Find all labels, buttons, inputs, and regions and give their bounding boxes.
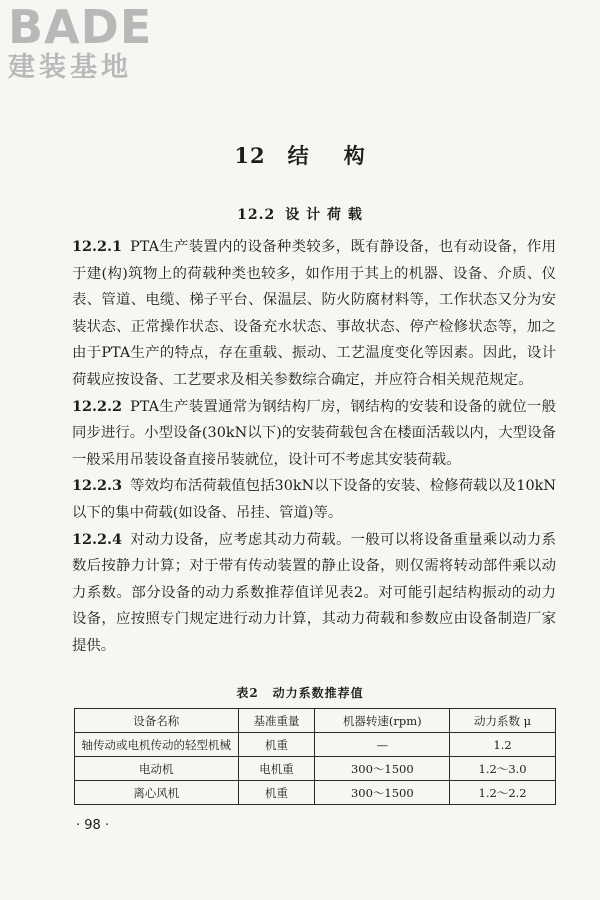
clause-number: 12.2.2 <box>72 397 123 415</box>
clause-number: 12.2.3 <box>72 477 123 495</box>
clause-text: PTA生产装置通常为钢结构厂房，钢结构的安装和设备的就位一般同步进行。小型设备(30kN以下)的安装荷载包含在楼面活载以内，大型设备一般采用吊装设备直接吊装就位，设计可不考虑其安装荷载。 <box>72 398 556 468</box>
table-cell: 轴传动或电机传动的轻型机械 <box>75 733 239 757</box>
page-number: · 98 · <box>76 818 110 833</box>
header-equipment: 设备名称 <box>75 709 239 733</box>
table-caption <box>0 684 600 701</box>
logo-word: BADE <box>8 0 153 54</box>
table-cell: — <box>315 733 450 757</box>
section-title <box>0 204 600 224</box>
clause-paragraph <box>72 394 556 474</box>
clause-text: 对动力设备，应考虑其动力荷载。一般可以将设备重量乘以动力系数后按静力计算；对于带有传动装置的静止设备，则仅需将转动部件乘以动力系数。部分设备的动力系数推荐值详见表2。对可能引起结构振动的动力设备，应按照专门规定进行动力计算，其动力荷载和参数应由设备制造厂家提供。 <box>72 531 556 654</box>
header-speed: 机器转速(rpm) <box>315 709 450 733</box>
table-cell: 离心风机 <box>75 781 239 805</box>
table-row <box>75 733 556 757</box>
table-caption-number: 表2 <box>236 686 259 700</box>
header-base-weight: 基准重量 <box>238 709 315 733</box>
logo-subtitle: 建装基地 <box>8 52 132 83</box>
clause-text: 等效均布活荷载值包括30kN以下设备的安装、检修荷载以及10kN以下的集中荷载(如设备、吊挂、管道)等。 <box>72 478 556 521</box>
section-number: 12.2 <box>237 207 276 223</box>
table-cell: 1.2～3.0 <box>450 757 556 781</box>
header-factor: 动力系数 μ <box>450 709 556 733</box>
watermark-logo <box>8 2 178 84</box>
clause-text: PTA生产装置内的设备种类较多，既有静设备，也有动设备，作用于建(构)筑物上的荷载种类也较多，如作用于其上的机器、设备、介质、仪表、管道、电缆、梯子平台、保温层、防火防腐材料等，工作状态又分为安装状态、正常操作状态、设备充水状态、事故状态、停产检修状态等，加之由于PTA生产的特点，存在重载、振动、工艺温度变化等因素。因此，设计荷载应按设备、工艺要求及相关参数综合确定，并应符合相关规范规定。 <box>72 239 556 388</box>
table-cell: 机重 <box>238 733 315 757</box>
clause-number: 12.2.4 <box>72 530 123 548</box>
clause-paragraph <box>72 527 556 660</box>
clause-paragraph <box>72 473 556 526</box>
section-heading: 设 计 荷 载 <box>285 207 363 223</box>
table-cell: 机重 <box>238 781 315 805</box>
table-cell: 电机重 <box>238 757 315 781</box>
table-row <box>75 781 556 805</box>
table-caption-text: 动力系数推荐值 <box>272 686 364 700</box>
chapter-title-a: 结 <box>287 143 310 168</box>
clause-paragraph <box>72 234 556 394</box>
clause-number: 12.2.1 <box>72 238 123 255</box>
chapter-title <box>0 140 600 170</box>
table-header-row <box>75 709 556 733</box>
table-row <box>75 757 556 781</box>
body-text <box>72 234 556 660</box>
table-cell: 300～1500 <box>315 757 450 781</box>
chapter-number: 12 <box>234 143 266 168</box>
table-cell: 电动机 <box>75 757 239 781</box>
dynamic-factor-table <box>74 708 556 805</box>
table-cell: 300～1500 <box>315 781 450 805</box>
chapter-title-b: 构 <box>343 143 366 168</box>
table-cell: 1.2～2.2 <box>450 781 556 805</box>
table-cell: 1.2 <box>450 733 556 757</box>
